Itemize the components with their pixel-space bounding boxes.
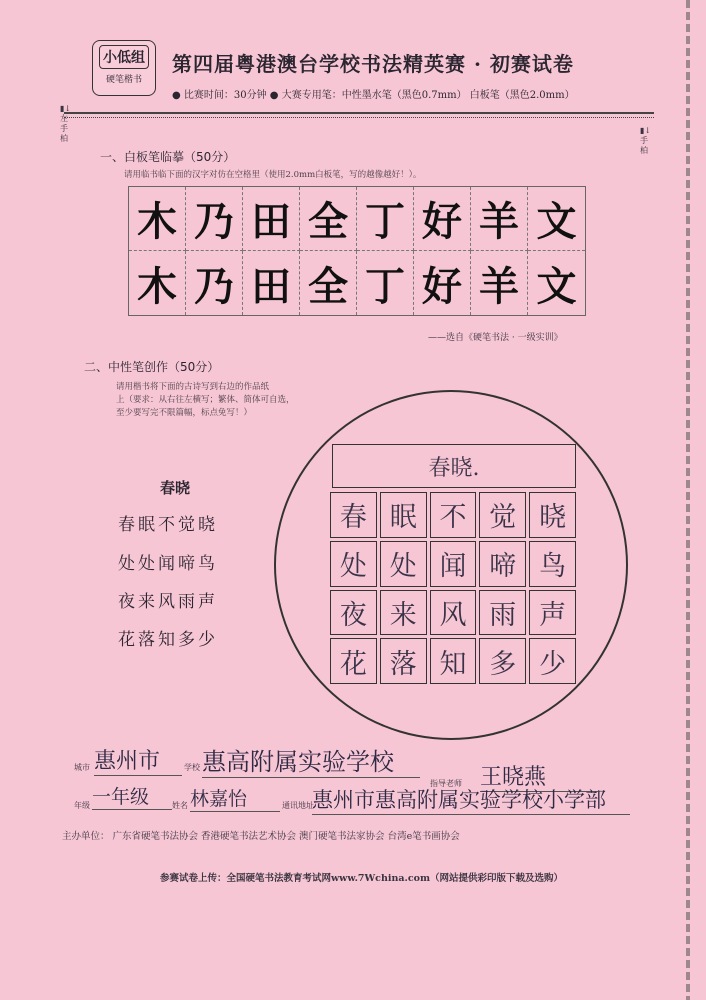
section2-heading: 二、中性笔创作（50分） (84, 360, 220, 374)
school-field[interactable]: 惠高附属实验学校 (202, 742, 420, 778)
handwritten-char: 风 (430, 590, 477, 636)
handwritten-char: 觉 (479, 492, 526, 538)
handwritten-char: 啼 (479, 541, 526, 587)
handwritten-char: 雨 (479, 590, 526, 636)
handwritten-char: 来 (380, 590, 427, 636)
header-rule-dotted (64, 117, 654, 118)
handwritten-char: 多 (479, 638, 526, 684)
right-hand-mark: ▮↓ 手 柏 (640, 126, 652, 155)
school-label: 学校 (184, 763, 200, 772)
grade-label: 年级 (74, 801, 90, 810)
handwritten-char: 春 (330, 492, 377, 538)
printed-char: 丁 (357, 187, 414, 251)
handwritten-title: 春晓. (332, 444, 576, 488)
handwritten-char: 花 (330, 638, 377, 684)
badge-group-label: 小低组 (99, 45, 149, 69)
printed-char: 乃 (186, 187, 243, 251)
handwritten-char: 晓 (529, 492, 576, 538)
section2-instruction-3: 至少要写完不限篇幅，标点免写！） (116, 408, 253, 418)
section1-heading: 一、白板笔临摹（50分） (100, 150, 236, 164)
handwritten-char: 落 (380, 638, 427, 684)
header-rule (64, 112, 654, 114)
teacher-label: 指导老师 (430, 779, 462, 788)
left-hand-mark: ▮↓ 左 手 柏 (60, 104, 72, 143)
written-char: 丁 (357, 251, 414, 315)
copy-grid (128, 186, 586, 316)
handwritten-char: 闻 (430, 541, 477, 587)
handwritten-char: 眠 (380, 492, 427, 538)
badge-style-label: 硬笔楷书 (105, 75, 142, 85)
poem-title: 春晓 (160, 479, 191, 497)
handwritten-grid (330, 492, 576, 684)
section1-instruction: 请用临书临下面的汉字对仿在空格里（使用2.0mm白板笔，写的越像越好！）。 (124, 170, 422, 180)
handwritten-char: 不 (430, 492, 477, 538)
poem-line: 花落知多少 (118, 630, 218, 650)
written-char: 文 (536, 263, 577, 310)
handwritten-char: 处 (330, 541, 377, 587)
upload-notice: 参赛试卷上传：全国硬笔书法教育考试网www.7Wchina.com（网站提供彩印版下载及选购） (160, 873, 564, 884)
name-label: 姓名 (172, 801, 188, 810)
grade-field[interactable]: 一年级 (92, 782, 172, 810)
written-char: 田 (243, 251, 300, 315)
poem-line: 春眠不觉晓 (118, 515, 218, 535)
handwritten-char: 鸟 (529, 541, 576, 587)
exam-title: 第四届粤港澳台学校书法精英赛 · 初赛试卷 (172, 52, 574, 76)
city-label: 城市 (74, 763, 90, 772)
handwritten-char: 处 (380, 541, 427, 587)
written-char: 全 (300, 251, 357, 315)
written-char: 木 (129, 251, 186, 315)
teacher-field[interactable]: 王晓燕 (480, 760, 598, 792)
written-char: 好 (414, 251, 471, 315)
printed-char: 文 (528, 187, 585, 251)
written-char: 乃 (186, 251, 243, 315)
section2-instruction-1: 请用楷书将下面的古诗写到右边的作品纸 (116, 382, 270, 392)
group-badge (92, 40, 156, 96)
printed-char: 羊 (471, 187, 528, 251)
handwritten-char: 知 (430, 638, 477, 684)
binding-edge (686, 0, 690, 1000)
handwritten-char: 夜 (330, 590, 377, 636)
address-label: 通讯地址 (282, 801, 314, 810)
copy-source: ——选自《硬笔书法 · 一级实训》 (428, 333, 563, 343)
organizers-line: 主办单位： 广东省硬笔书法协会 香港硬笔书法艺术协会 澳门硬笔书法家协会 台湾e笔书画协会 (62, 831, 460, 842)
printed-char: 田 (243, 187, 300, 251)
handwritten-char: 少 (529, 638, 576, 684)
printed-char: 好 (414, 187, 471, 251)
handwritten-char: 声 (529, 590, 576, 636)
name-field[interactable]: 林嘉怡 (190, 784, 280, 812)
exam-subtitle: ● 比赛时间：30分钟 ● 大赛专用笔：中性墨水笔（黑色0.7mm） 白板笔（黑色2.0mm） (172, 90, 575, 101)
written-char: 羊 (471, 251, 528, 315)
printed-char: 木 (129, 187, 186, 251)
printed-char: 全 (300, 187, 357, 251)
poem-line: 夜来风雨声 (118, 592, 218, 612)
address-field[interactable]: 惠州市惠高附属实验学校小学部 (312, 784, 630, 815)
poem-line: 处处闻啼鸟 (118, 554, 218, 574)
city-field[interactable]: 惠州市 (94, 744, 182, 776)
section2-instruction-2: 上（要求：从右往左横写；繁体、简体可自选， (116, 395, 295, 405)
